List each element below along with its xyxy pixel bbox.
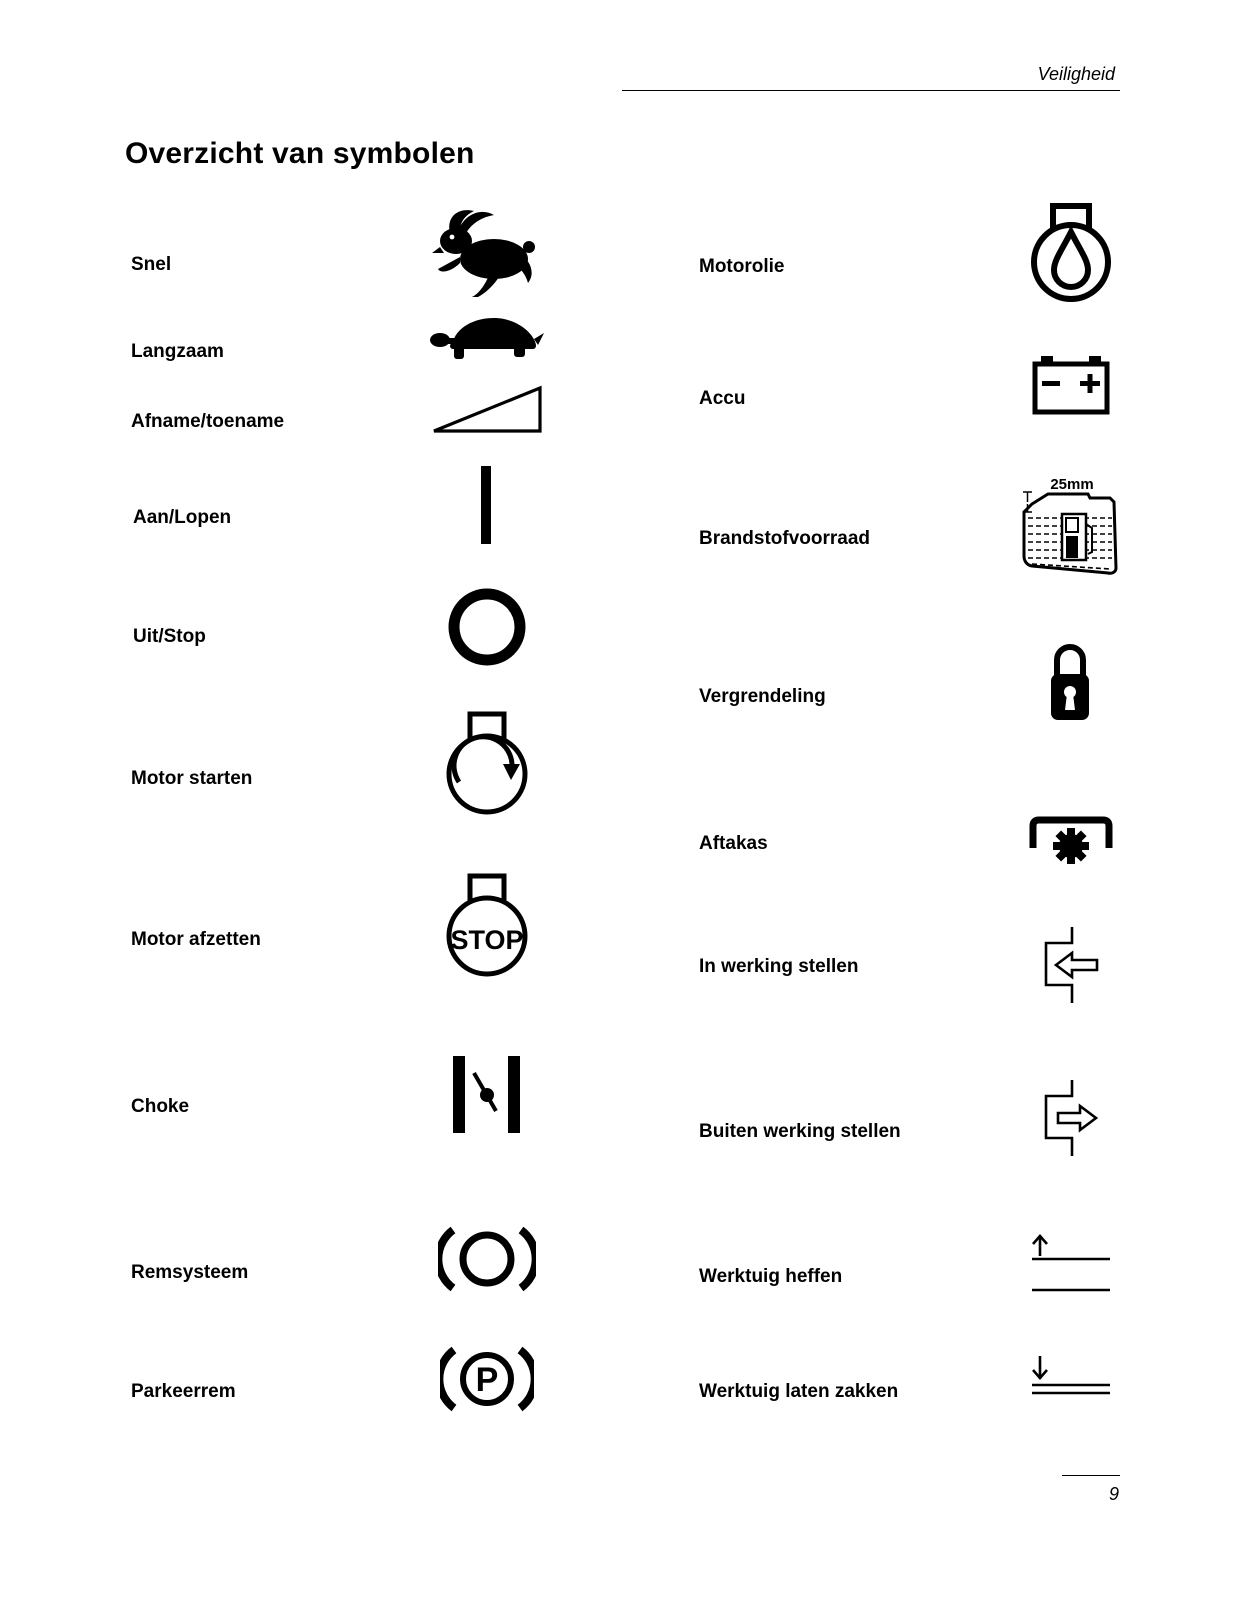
label-werktuig-heffen: Werktuig heffen: [699, 1266, 843, 1287]
label-uit-stop: Uit/Stop: [133, 626, 206, 647]
parking-letter: P: [475, 1361, 499, 1399]
page-number: 9: [1108, 1484, 1119, 1504]
label-langzaam: Langzaam: [131, 341, 224, 362]
label-accu: Accu: [699, 388, 746, 409]
label-aan-lopen: Aan/Lopen: [133, 507, 232, 528]
label-motor-starten: Motor starten: [131, 768, 253, 789]
footer-rule: [1062, 1475, 1120, 1476]
label-motor-afzetten: Motor afzetten: [131, 929, 261, 950]
lower-implement-icon: [1026, 1354, 1114, 1400]
battery-icon: [1028, 352, 1114, 418]
engine-stop-icon: [440, 872, 534, 980]
label-aftakas: Aftakas: [699, 833, 768, 854]
label-in-werking-stellen: In werking stellen: [699, 956, 859, 977]
label-afname-toename: Afname/toename: [131, 411, 285, 432]
stop-text: STOP: [450, 925, 524, 955]
section-title: Veiligheid: [1037, 64, 1115, 84]
label-motorolie: Motorolie: [699, 256, 785, 277]
label-remsysteem: Remsysteem: [131, 1262, 249, 1283]
rabbit-icon: [430, 203, 542, 299]
brake-icon: [438, 1224, 536, 1294]
label-choke: Choke: [131, 1096, 190, 1117]
ramp-icon: [430, 384, 544, 436]
label-brandstofvoorraad: Brandstofvoorraad: [699, 528, 871, 549]
choke-icon: [448, 1053, 526, 1135]
engage-icon: [1036, 925, 1102, 1005]
off-circle-icon: [446, 586, 528, 668]
header-rule: [622, 90, 1120, 91]
label-snel: Snel: [131, 254, 172, 275]
pto-icon: [1026, 814, 1116, 866]
page-title: Overzicht van symbolen: [125, 137, 475, 170]
label-vergrendeling: Vergrendeling: [699, 686, 826, 707]
engine-oil-icon: [1026, 200, 1116, 306]
padlock-icon: [1048, 642, 1092, 724]
turtle-icon: [430, 313, 544, 363]
lift-implement-icon: [1026, 1232, 1114, 1294]
label-werktuig-laten-zakken: Werktuig laten zakken: [699, 1381, 899, 1402]
on-bar-icon: [478, 465, 494, 547]
engine-start-icon: [440, 710, 534, 820]
label-parkeerrem: Parkeerrem: [131, 1381, 236, 1402]
fuel-level-text: 25mm: [1050, 476, 1094, 493]
fuel-tank-icon: [1018, 472, 1122, 578]
parking-brake-icon: [440, 1344, 534, 1414]
disengage-icon: [1036, 1078, 1102, 1158]
label-buiten-werking-stellen: Buiten werking stellen: [699, 1121, 901, 1142]
